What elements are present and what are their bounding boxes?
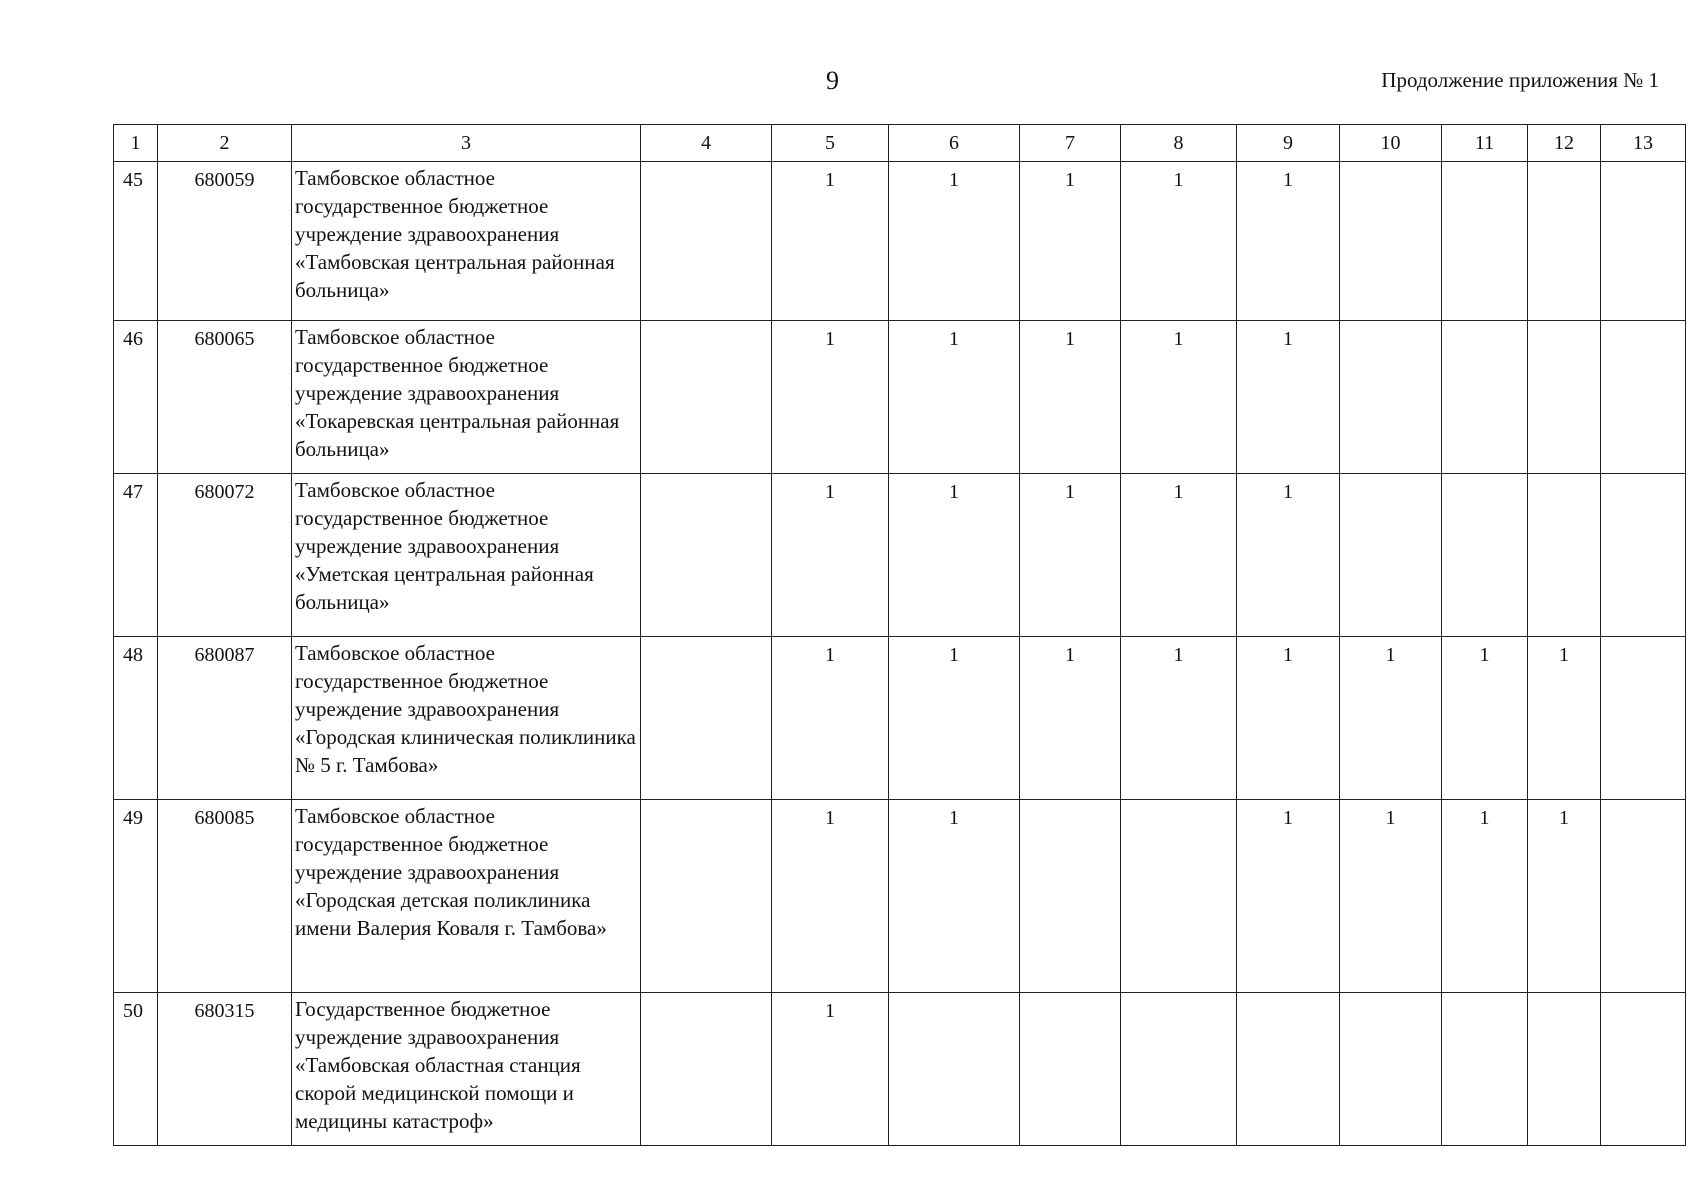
cell-col-13 [1601,993,1686,1146]
cell-col-5: 1 [772,321,889,474]
column-header: 10 [1340,125,1442,162]
cell-col-7 [1020,993,1121,1146]
column-header: 8 [1121,125,1237,162]
row-number: 48 [114,637,158,800]
table-row [114,474,1686,637]
cell-col-13 [1601,800,1686,993]
cell-col-7 [1020,800,1121,993]
cell-col-10 [1340,321,1442,474]
cell-col-9: 1 [1237,474,1340,637]
cell-col-13 [1601,637,1686,800]
cell-col-6 [889,993,1020,1146]
cell-col-8 [1121,993,1237,1146]
institution-code: 680065 [158,321,292,474]
cell-col-11 [1442,993,1528,1146]
institution-code: 680072 [158,474,292,637]
cell-col-6: 1 [889,162,1020,321]
cell-col-4 [641,993,772,1146]
column-header: 11 [1442,125,1528,162]
row-number: 45 [114,162,158,321]
institution-name: Тамбовское областное государственное бюджетное учреждение здравоохранения «Городская детская поликлиника имени Валерия Коваля г. Тамбова» [292,800,641,993]
cell-col-11 [1442,321,1528,474]
cell-col-9: 1 [1237,637,1340,800]
cell-col-4 [641,162,772,321]
institution-code: 680085 [158,800,292,993]
column-header: 6 [889,125,1020,162]
cell-col-6: 1 [889,321,1020,474]
cell-col-4 [641,637,772,800]
data-table [113,124,1686,1146]
institution-name: Тамбовское областное государственное бюджетное учреждение здравоохранения «Тамбовская центральная районная больница» [292,162,641,321]
table-row [114,993,1686,1146]
row-number: 47 [114,474,158,637]
cell-col-5: 1 [772,993,889,1146]
appendix-continuation-label: Продолжение приложения № 1 [1381,68,1659,92]
cell-col-4 [641,474,772,637]
cell-col-10 [1340,162,1442,321]
column-header: 2 [158,125,292,162]
cell-col-7: 1 [1020,162,1121,321]
cell-col-9: 1 [1237,800,1340,993]
cell-col-8 [1121,800,1237,993]
table-row [114,321,1686,474]
institution-code: 680087 [158,637,292,800]
cell-col-10 [1340,474,1442,637]
column-header: 3 [292,125,641,162]
page-number: 9 [826,66,839,95]
institution-name: Тамбовское областное государственное бюджетное учреждение здравоохранения «Городская клиническая поликлиника № 5 г. Тамбова» [292,637,641,800]
cell-col-11: 1 [1442,800,1528,993]
cell-col-12: 1 [1528,637,1601,800]
cell-col-9: 1 [1237,321,1340,474]
cell-col-12 [1528,321,1601,474]
cell-col-8: 1 [1121,162,1237,321]
institution-name: Тамбовское областное государственное бюджетное учреждение здравоохранения «Токаревская центральная районная больница» [292,321,641,474]
cell-col-5: 1 [772,162,889,321]
cell-col-5: 1 [772,474,889,637]
cell-col-11: 1 [1442,637,1528,800]
cell-col-11 [1442,162,1528,321]
institution-code: 680059 [158,162,292,321]
cell-col-7: 1 [1020,321,1121,474]
cell-col-13 [1601,321,1686,474]
column-header: 13 [1601,125,1686,162]
cell-col-4 [641,321,772,474]
column-header: 1 [114,125,158,162]
institution-name: Государственное бюджетное учреждение здравоохранения «Тамбовская областная станция скорой медицинской помощи и медицины катастроф» [292,993,641,1146]
cell-col-6: 1 [889,474,1020,637]
cell-col-6: 1 [889,800,1020,993]
table-row [114,800,1686,993]
column-header: 12 [1528,125,1601,162]
cell-col-5: 1 [772,637,889,800]
cell-col-12 [1528,162,1601,321]
cell-col-13 [1601,474,1686,637]
table-row [114,637,1686,800]
column-header: 4 [641,125,772,162]
cell-col-8: 1 [1121,321,1237,474]
table-row [114,162,1686,321]
row-number: 46 [114,321,158,474]
cell-col-10: 1 [1340,800,1442,993]
institution-name: Тамбовское областное государственное бюджетное учреждение здравоохранения «Уметская центральная районная больница» [292,474,641,637]
cell-col-4 [641,800,772,993]
row-number: 49 [114,800,158,993]
cell-col-9 [1237,993,1340,1146]
cell-col-10: 1 [1340,637,1442,800]
cell-col-6: 1 [889,637,1020,800]
row-number: 50 [114,993,158,1146]
column-header: 5 [772,125,889,162]
cell-col-8: 1 [1121,474,1237,637]
cell-col-10 [1340,993,1442,1146]
cell-col-7: 1 [1020,637,1121,800]
cell-col-5: 1 [772,800,889,993]
cell-col-12 [1528,474,1601,637]
column-number-row [114,125,1686,162]
cell-col-9: 1 [1237,162,1340,321]
cell-col-13 [1601,162,1686,321]
column-header: 7 [1020,125,1121,162]
cell-col-11 [1442,474,1528,637]
cell-col-12: 1 [1528,800,1601,993]
institution-code: 680315 [158,993,292,1146]
cell-col-8: 1 [1121,637,1237,800]
column-header: 9 [1237,125,1340,162]
cell-col-7: 1 [1020,474,1121,637]
cell-col-12 [1528,993,1601,1146]
